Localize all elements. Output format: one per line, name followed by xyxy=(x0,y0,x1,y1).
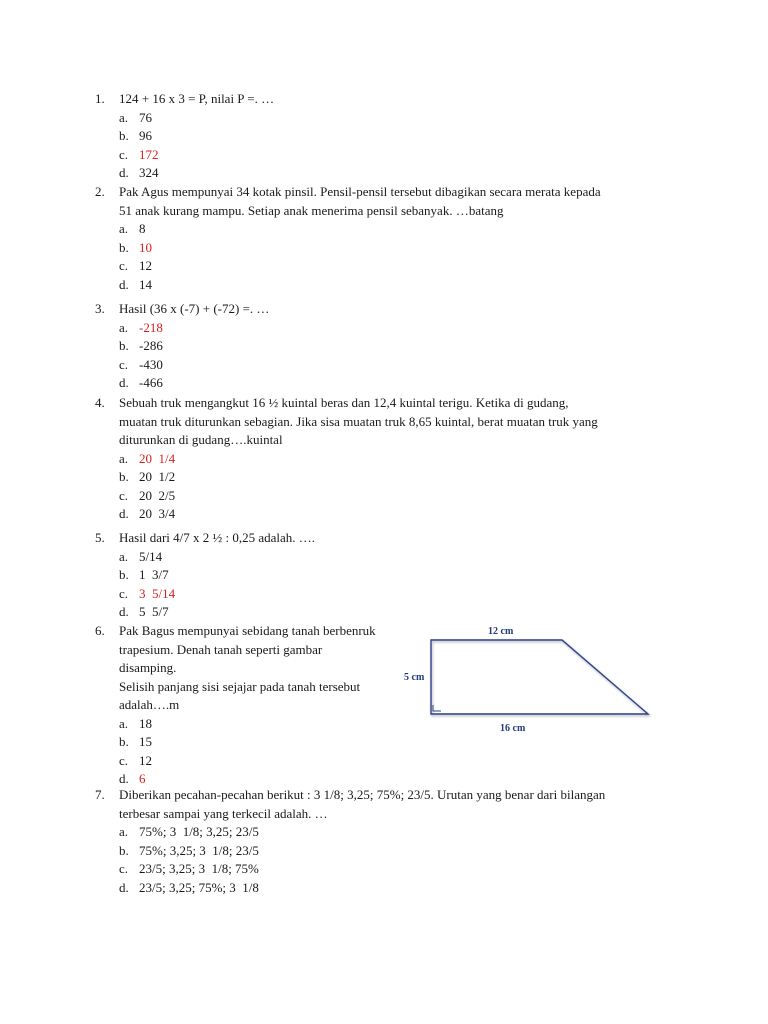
question-number: 2. xyxy=(95,184,105,199)
stem-line: Hasil (36 x (-7) + (-72) =. … xyxy=(119,301,270,316)
question-3 xyxy=(95,300,678,393)
option-d[interactable]: d. 6 xyxy=(119,771,146,786)
option-a[interactable]: a. 8 xyxy=(119,221,146,236)
question-number: 4. xyxy=(95,395,105,410)
option-b[interactable]: b. 1 3/7 xyxy=(119,567,169,582)
option-b[interactable]: b. 15 xyxy=(119,734,152,749)
stem-line: Pak Bagus mempunyai sebidang tanah berbenruk xyxy=(119,623,376,638)
option-a[interactable]: a. 76 xyxy=(119,109,152,125)
options xyxy=(119,823,678,897)
option-d[interactable]: d. 324 xyxy=(119,165,159,180)
option-d[interactable]: d. -466 xyxy=(119,375,163,390)
option-a[interactable]: a. 5/14 xyxy=(119,548,163,564)
option-a[interactable]: a. 20 1/4 xyxy=(119,450,176,466)
stem-line: Diberikan pecahan-pecahan berikut : 3 1/8; 3,25; 75%; 23/5. Urutan yang benar dari bilangan xyxy=(119,787,606,802)
stem-line: Pak Agus mempunyai 34 kotak pinsil. Pensil-pensil tersebut dibagikan secara merata kepada xyxy=(119,184,601,199)
question-number: 7. xyxy=(95,787,105,802)
option-c[interactable]: c. 172 xyxy=(119,146,159,162)
option-c[interactable]: c. 12 xyxy=(119,258,152,273)
question-stem xyxy=(119,90,678,109)
bottom-side-label: 16 cm xyxy=(500,723,526,734)
option-b[interactable]: b. 10 xyxy=(119,239,152,255)
question-stem xyxy=(119,786,678,823)
option-d[interactable]: d. 5 5/7 xyxy=(119,604,169,619)
option-c[interactable]: c. 20 2/5 xyxy=(119,487,176,503)
options xyxy=(119,715,394,789)
option-a[interactable]: a. -218 xyxy=(119,319,163,335)
option-b[interactable]: b. -286 xyxy=(119,338,163,353)
stem-line: muatan truk diturunkan sebagian. Jika sisa muatan truk 8,65 kuintal, berat muatan truk yang xyxy=(119,413,598,429)
option-d[interactable]: d. 23/5; 3,25; 75%; 3 1/8 xyxy=(119,879,259,895)
option-d[interactable]: d. 20 3/4 xyxy=(119,506,176,521)
option-a[interactable]: a. 75%; 3 1/8; 3,25; 23/5 xyxy=(119,824,259,839)
question-5 xyxy=(95,529,678,622)
option-c[interactable]: c. 3 5/14 xyxy=(119,585,176,601)
options xyxy=(119,319,678,393)
stem-line: Selisih panjang sisi sejajar pada tanah tersebut xyxy=(119,678,361,694)
question-stem xyxy=(119,183,678,220)
options xyxy=(119,220,678,294)
question-2 xyxy=(95,183,678,294)
option-b[interactable]: b. 75%; 3,25; 3 1/8; 23/5 xyxy=(119,842,259,858)
option-b[interactable]: b. 96 xyxy=(119,128,152,143)
trapezoid-shape xyxy=(431,640,648,714)
question-stem xyxy=(119,622,394,715)
question-stem xyxy=(119,394,678,450)
stem-line: adalah….m xyxy=(119,697,180,712)
question-number: 3. xyxy=(95,301,105,316)
question-1 xyxy=(95,90,678,183)
option-c[interactable]: c. -430 xyxy=(119,356,163,372)
question-4 xyxy=(95,394,678,524)
question-stem xyxy=(119,300,678,319)
top-side-label: 12 cm xyxy=(488,626,514,637)
option-c[interactable]: c. 23/5; 3,25; 3 1/8; 75% xyxy=(119,861,259,876)
question-7 xyxy=(95,786,678,897)
trapezoid-figure xyxy=(398,624,658,740)
stem-line: diturunkan di gudang….kuintal xyxy=(119,432,283,447)
stem-line: disamping. xyxy=(119,660,177,675)
stem-line: Hasil dari 4/7 x 2 ½ : 0,25 adalah. …. xyxy=(119,530,316,545)
options xyxy=(119,109,678,183)
stem-line: Sebuah truk mengangkut 16 ½ kuintal beras dan 12,4 kuintal terigu. Ketika di gudang, xyxy=(119,395,569,410)
question-number: 6. xyxy=(95,623,105,638)
stem-line: 124 + 16 x 3 = P, nilai P =. … xyxy=(119,91,275,106)
height-label: 5 cm xyxy=(404,672,425,683)
option-c[interactable]: c. 12 xyxy=(119,752,152,768)
option-d[interactable]: d. 14 xyxy=(119,276,152,292)
options xyxy=(119,548,678,622)
question-number: 5. xyxy=(95,530,105,545)
stem-line: trapesium. Denah tanah seperti gambar xyxy=(119,641,323,657)
question-number: 1. xyxy=(95,91,105,106)
options xyxy=(119,450,678,524)
question-stem xyxy=(119,529,678,548)
option-a[interactable]: a. 18 xyxy=(119,715,152,731)
option-b[interactable]: b. 20 1/2 xyxy=(119,469,176,484)
stem-line: terbesar sampai yang terkecil adalah. … xyxy=(119,805,328,821)
question-6 xyxy=(95,622,394,789)
right-angle-mark xyxy=(433,705,441,711)
stem-line: 51 anak kurang mampu. Setiap anak menerima pensil sebanyak. …batang xyxy=(119,202,504,218)
